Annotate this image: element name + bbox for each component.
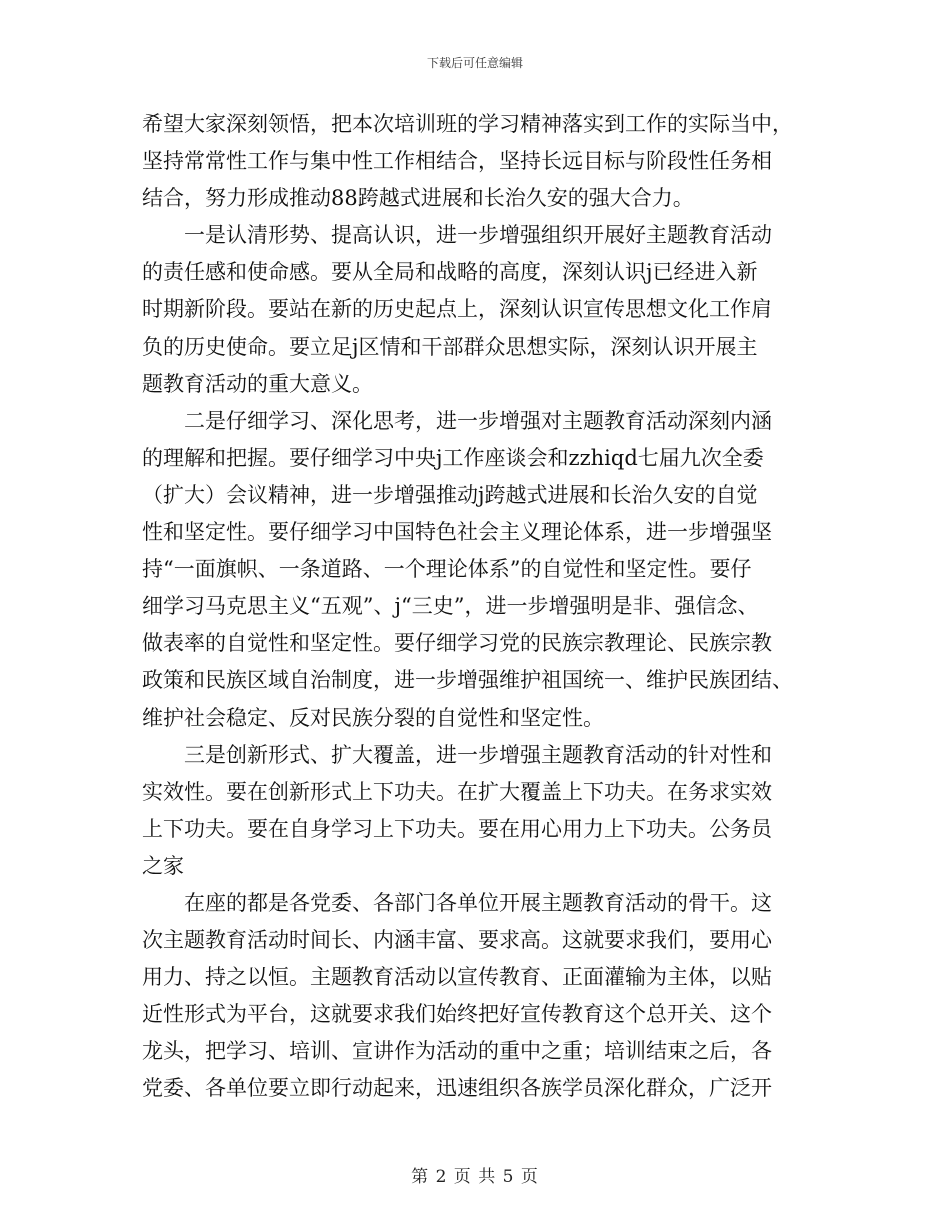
text-line: 结合，努力形成推动88跨越式进展和长治久安的强大合力。 xyxy=(142,186,694,211)
text-line: 坚持常常性工作与集中性工作相结合，坚持长远目标与阶段性任务相 xyxy=(142,149,772,174)
paragraph-2 xyxy=(142,217,812,402)
text-line: 一是认清形势、提高认识，进一步增强组织开展好主题教育活动 xyxy=(184,223,772,248)
paragraph-3 xyxy=(142,403,812,737)
text-line: 用力、持之以恒。主题教育活动以宣传教育、正面灌输为主体，以贴 xyxy=(142,965,772,990)
paragraph-5 xyxy=(142,885,812,1108)
text-line: 细学习马克思主义“五观”、j“三史”，进一步增强明是非、强信念、 xyxy=(142,594,759,619)
text-line: 政策和民族区域自治制度，进一步增强维护祖国统一、维护民族团结、 xyxy=(142,668,793,693)
paragraph-1 xyxy=(142,106,812,217)
text-line: 党委、各单位要立即行动起来，迅速组织各族学员深化群众，广泛开 xyxy=(142,1076,772,1101)
text-line: 时期新阶段。要站在新的历史起点上，深刻认识宣传思想文化工作肩 xyxy=(142,297,772,322)
text-line: 三是创新形式、扩大覆盖，进一步增强主题教育活动的针对性和 xyxy=(184,742,772,767)
text-line: 二是仔细学习、深化思考，进一步增强对主题教育活动深刻内涵 xyxy=(184,408,772,433)
paragraph-4 xyxy=(142,737,812,885)
text-line: 持“一面旗帜、一条道路、一个理论体系”的自觉性和坚定性。要仔 xyxy=(142,557,752,582)
text-line: 实效性。要在创新形式上下功夫。在扩大覆盖上下功夫。在务求实效 xyxy=(142,779,772,804)
text-line: 题教育活动的重大意义。 xyxy=(142,371,373,396)
text-line: 在座的都是各党委、各部门各单位开展主题教育活动的骨干。这 xyxy=(184,890,772,915)
text-line: 做表率的自觉性和坚定性。要仔细学习党的民族宗教理论、民族宗教 xyxy=(142,631,772,656)
text-line: 之家 xyxy=(142,853,184,878)
document-body xyxy=(142,106,812,1108)
text-line: 近性形式为平台，这就要求我们始终把好宣传教育这个总开关、这个 xyxy=(142,1002,772,1027)
text-line: 的理解和把握。要仔细学习中央j工作座谈会和zzhiqd七届九次全委 xyxy=(142,445,764,470)
text-line: 上下功夫。要在自身学习上下功夫。要在用心用力上下功夫。公务员 xyxy=(142,816,772,841)
text-line: 希望大家深刻领悟，把本次培训班的学习精神落实到工作的实际当中， xyxy=(142,112,793,136)
text-line: 负的历史使命。要立足j区情和干部群众思想实际，深刻认识开展主 xyxy=(142,334,758,359)
page-footer: 第 2 页 共 5 页 xyxy=(411,1167,539,1187)
text-line: 性和坚定性。要仔细学习中国特色社会主义理论体系，进一步增强坚 xyxy=(142,520,772,545)
text-line: 龙头，把学习、培训、宣讲作为活动的重中之重；培训结束之后，各 xyxy=(142,1039,772,1064)
page-header: 下载后可任意编辑 xyxy=(426,56,523,70)
text-line: 次主题教育活动时间长、内涵丰富、要求高。这就要求我们，要用心 xyxy=(142,928,772,953)
text-line: 的责任感和使命感。要从全局和战略的高度，深刻认识j已经进入新 xyxy=(142,260,758,285)
text-line: 维护社会稳定、反对民族分裂的自觉性和坚定性。 xyxy=(142,705,604,730)
text-line: （扩大）会议精神，进一步增强推动j跨越式进展和长治久安的自觉 xyxy=(142,482,758,507)
